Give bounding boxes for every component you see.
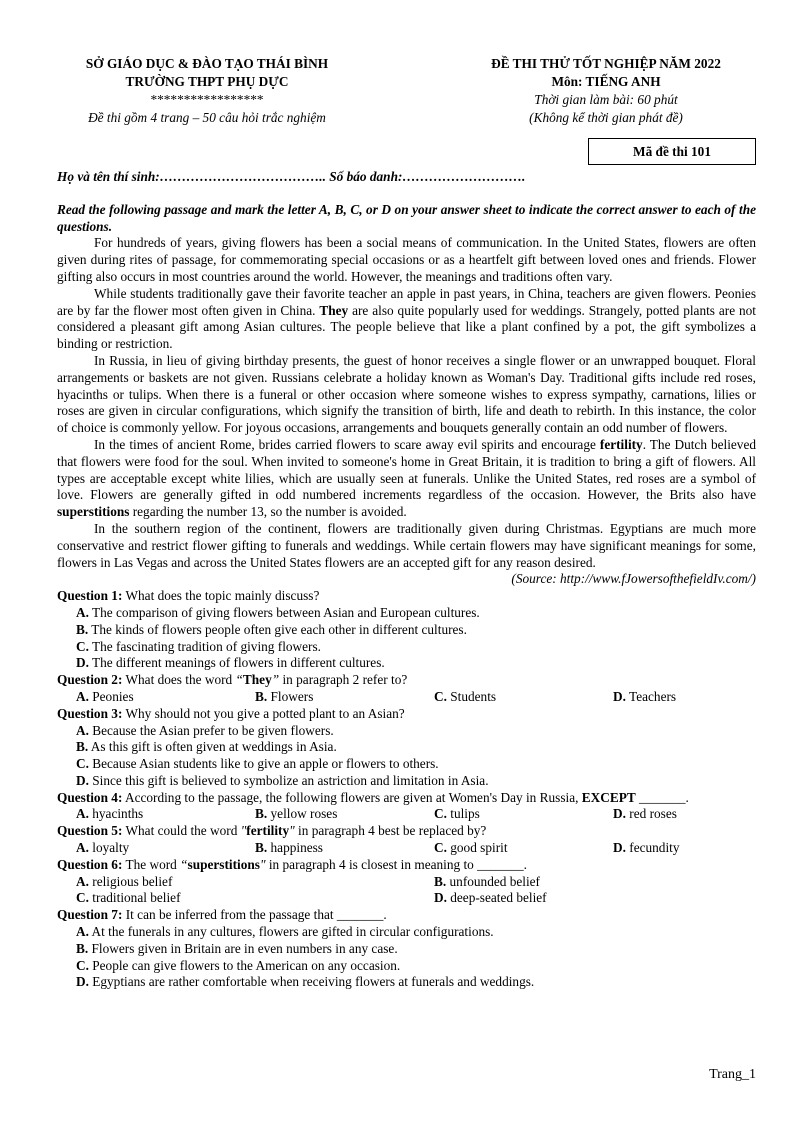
- option-letter: D.: [613, 840, 626, 856]
- question-label: Question 1:: [57, 588, 123, 604]
- option-text: Peonies: [88, 688, 134, 704]
- option-letter: B.: [76, 739, 89, 755]
- option-text: Egyptians are rather comfortable when receiving flowers at funerals and weddings.: [88, 974, 535, 990]
- except-word: EXCEPT: [581, 789, 636, 805]
- quote-mark: ": [289, 823, 295, 839]
- q5-option-d[interactable]: [613, 840, 775, 857]
- option-letter: A.: [76, 722, 89, 738]
- q6-options: [57, 874, 756, 908]
- option-text: The kinds of flowers people often give each other in different cultures.: [88, 621, 467, 637]
- question-text: Why should not you give a potted plant to an Asian?: [122, 705, 405, 721]
- q4-option-a[interactable]: [76, 806, 255, 823]
- reading-instruction: Read the following passage and mark the letter A, B, C, or D on your answer sheet to indicate the correct answer to each of the questions.: [57, 201, 756, 234]
- option-letter: A.: [76, 688, 89, 704]
- q2-option-b[interactable]: [255, 689, 434, 706]
- time-note: (Không kể thời gian phát đề): [529, 110, 683, 125]
- key-word: fertility: [246, 823, 290, 839]
- option-letter: D.: [76, 974, 89, 990]
- question-text: What does the topic mainly discuss?: [122, 588, 320, 604]
- exam-code-row: [57, 138, 756, 166]
- option-text: The fascinating tradition of giving flowers.: [88, 638, 321, 654]
- option-text: happiness: [267, 840, 323, 856]
- exam-header: [57, 55, 756, 127]
- q5-option-b[interactable]: [255, 840, 434, 857]
- question-label: Question 7:: [57, 907, 123, 923]
- question-text: in paragraph 4 best be replaced by?: [294, 823, 487, 839]
- q5-options: [57, 840, 756, 857]
- question-text: According to the passage, the following flowers are given at Women's Day in Russia,: [122, 789, 582, 805]
- department-name: SỞ GIÁO DỤC & ĐÀO TẠO THÁI BÌNH: [85, 56, 329, 71]
- option-letter: D.: [613, 688, 626, 704]
- question-label: Question 3:: [57, 705, 123, 721]
- option-letter: B.: [76, 621, 89, 637]
- passage-source: (Source: http://www.fJowersofthefieldIv.com/): [511, 571, 756, 587]
- option-text: good spirit: [446, 840, 508, 856]
- quote-mark: ": [240, 823, 247, 839]
- exam-page: [57, 55, 756, 991]
- question-6: [57, 857, 756, 874]
- option-text: loyalty: [88, 840, 130, 856]
- question-text: What does the word: [122, 672, 236, 688]
- option-letter: C.: [76, 957, 89, 973]
- option-text: red roses: [625, 806, 677, 822]
- option-text: The different meanings of flowers in different cultures.: [88, 655, 385, 671]
- option-text: Because Asian students like to give an apple or flowers to others.: [88, 756, 439, 772]
- option-text: Flowers given in Britain are in even numbers in any case.: [88, 940, 398, 956]
- exam-code-box: Mã đề thi 101: [588, 138, 756, 165]
- quote-mark: ": [259, 856, 266, 872]
- question-text: in paragraph 2 refer to?: [279, 672, 408, 688]
- option-text: As this gift is often given at weddings in Asia.: [88, 739, 337, 755]
- q6-option-d[interactable]: [434, 890, 775, 907]
- quote-mark: ”: [271, 672, 280, 688]
- option-text: Because the Asian prefer to be given flowers.: [88, 722, 334, 738]
- p2-text-b: are also quite popularly used for weddings. Strangely, potted plants are not considered a pleasant gift among Asian cultures. The people believe that like a plant confined by a pot, the gift symbolizes a binding or restriction.: [57, 302, 756, 352]
- p2-text-a: While students traditionally gave their favorite teacher an apple in past years, in China, teachers are given flowers. Peonies are by far the flower most often given in China.: [57, 285, 756, 318]
- exam-info: [456, 55, 756, 127]
- question-7: [57, 907, 756, 924]
- option-text: yellow roses: [267, 806, 338, 822]
- q2-option-a[interactable]: [76, 689, 255, 706]
- question-4: [57, 790, 756, 807]
- option-letter: A.: [76, 604, 89, 620]
- option-letter: B.: [255, 840, 268, 856]
- q5-option-c[interactable]: [434, 840, 613, 857]
- quote-mark: “: [235, 672, 243, 688]
- p4-text-a: In the times of ancient Rome, brides carried flowers to scare away evil spirits and encourage: [94, 436, 600, 452]
- q7-option-d[interactable]: [57, 974, 756, 991]
- q2-option-d[interactable]: [613, 689, 775, 706]
- option-letter: C.: [434, 688, 447, 704]
- q1-option-d[interactable]: [57, 655, 756, 672]
- time-limit: Thời gian làm bài: 60 phút: [534, 92, 678, 107]
- p4-text-b: . The Dutch believed that flowers were food for the soul. When invited to someone's home in Great Britain, it is tradition to bring a gift of flowers. All types are acceptable except white lilies, which are usually seen at funerals. Unlike the United States, red roses are a symbol of love. Flowers are generally gifted in odd numbered increments regardless of the occasion. However, the Brits also have: [57, 436, 756, 503]
- subject-name: Môn: TIẾNG ANH: [551, 74, 661, 89]
- passage-paragraph-1: For hundreds of years, giving flowers has been a social means of communication. In the United States, flowers are often given during rites of passage, for commemorating special occasions or as a heartfelt gift between loved ones and friends. Flower gifting also occurs in most countries around the world. However, the meanings and traditions often vary.: [57, 235, 756, 284]
- option-letter: C.: [434, 840, 447, 856]
- option-text: fecundity: [625, 840, 680, 856]
- question-text: It can be inferred from the passage that _______.: [122, 907, 387, 923]
- question-text: The word: [122, 856, 181, 872]
- q1-option-c[interactable]: [57, 639, 756, 656]
- quote-mark: “: [180, 856, 188, 872]
- option-letter: B.: [434, 873, 447, 889]
- question-text: in paragraph 4 is closest in meaning to _______.: [265, 856, 527, 872]
- option-text: traditional belief: [88, 890, 181, 906]
- option-text: deep-seated belief: [446, 890, 547, 906]
- school-name: TRƯỜNG THPT PHỤ DỰC: [125, 74, 289, 89]
- q4-option-d[interactable]: [613, 806, 775, 823]
- p4-bold-superstitions: superstitions: [57, 504, 130, 520]
- q4-option-b[interactable]: [255, 806, 434, 823]
- option-letter: B.: [76, 940, 89, 956]
- question-text: _______.: [635, 789, 689, 805]
- q7-option-b[interactable]: [57, 941, 756, 958]
- q5-option-a[interactable]: [76, 840, 255, 857]
- question-label: Question 4:: [57, 789, 123, 805]
- p2-bold-word: They: [319, 302, 349, 318]
- q1-option-a[interactable]: [57, 605, 756, 622]
- option-letter: B.: [255, 806, 268, 822]
- question-label: Question 6:: [57, 856, 123, 872]
- q3-option-d[interactable]: [57, 773, 756, 790]
- p4-text-c: regarding the number 13, so the number is avoided.: [129, 504, 407, 520]
- q2-options: [57, 689, 756, 706]
- option-text: unfounded belief: [446, 873, 540, 889]
- option-letter: C.: [76, 756, 89, 772]
- option-text: hyacinths: [88, 806, 144, 822]
- option-letter: A.: [76, 806, 89, 822]
- q1-option-b[interactable]: [57, 622, 756, 639]
- option-text: At the funerals in any cultures, flowers are gifted in circular configurations.: [88, 924, 494, 940]
- passage-paragraph-2: [57, 286, 756, 353]
- question-label: Question 5:: [57, 823, 123, 839]
- q7-option-c[interactable]: [57, 958, 756, 975]
- option-letter: A.: [76, 924, 89, 940]
- page-number: Trang_1: [709, 1067, 756, 1082]
- question-text: What could the word: [122, 823, 241, 839]
- option-letter: C.: [434, 806, 447, 822]
- option-text: Students: [446, 688, 497, 704]
- p4-bold-fertility: fertility: [599, 436, 643, 452]
- option-text: tulips: [446, 806, 480, 822]
- q2-option-c[interactable]: [434, 689, 613, 706]
- passage-paragraph-3: In Russia, in lieu of giving birthday presents, the guest of honor receives a single flower or an unwrapped bouquet. Floral arrangements or baskets are not given. Russians celebrate a holiday known as Woman's Day. Traditional gifts include red roses, hyacinths or tulips. When there is a funeral or other occasion where someone wishes to express sympathy, carnations, lilies or roses are given in circular configurations, which signify the transition of birth, life and death to rebirth. In this instance, the color of choice is commonly yellow. For joyous occasions, arrangements and bouquets generally contain an odd number of flowers.: [57, 352, 756, 436]
- option-letter: B.: [255, 688, 268, 704]
- q6-option-a[interactable]: [76, 874, 434, 891]
- option-letter: A.: [76, 873, 89, 889]
- q4-options: [57, 806, 756, 823]
- q7-option-a[interactable]: [57, 924, 756, 941]
- option-letter: D.: [76, 655, 89, 671]
- option-letter: C.: [76, 890, 89, 906]
- key-word: superstitions: [187, 856, 260, 872]
- option-letter: D.: [76, 772, 89, 788]
- stars-divider: *****************: [150, 92, 264, 107]
- page-count-note: Đề thi gồm 4 trang – 50 câu hỏi trắc nghiệm: [88, 110, 326, 125]
- passage-paragraph-5: In the southern region of the continent, flowers are traditionally given during Christmas. Egyptians are much more conservative and restrict flower gifting to funerals and weddings. While certain flowers may have significant meanings for some, flowers in Las Vegas and across the United States flowers are an accepted gift for any reason desired.: [57, 520, 756, 570]
- q3-option-c[interactable]: [57, 756, 756, 773]
- option-letter: C.: [76, 638, 89, 654]
- key-word: They: [242, 672, 272, 688]
- question-3: [57, 706, 756, 723]
- question-1: [57, 588, 756, 605]
- option-text: Since this gift is believed to symbolize an astriction and limitation in Asia.: [88, 772, 489, 788]
- school-info: [57, 55, 357, 127]
- option-letter: D.: [613, 806, 626, 822]
- exam-title: ĐỀ THI THỬ TỐT NGHIỆP NĂM 2022: [491, 56, 721, 71]
- option-letter: D.: [434, 890, 447, 906]
- question-5: [57, 823, 756, 840]
- passage-paragraph-4: [57, 437, 756, 521]
- option-letter: A.: [76, 840, 89, 856]
- q6-option-b[interactable]: [434, 874, 775, 891]
- option-text: religious belief: [88, 873, 173, 889]
- q6-option-c[interactable]: [76, 890, 434, 907]
- option-text: People can give flowers to the American on any occasion.: [88, 957, 401, 973]
- question-2: [57, 672, 756, 689]
- q3-option-b[interactable]: [57, 739, 756, 756]
- option-text: Flowers: [267, 688, 314, 704]
- option-text: The comparison of giving flowers between Asian and European cultures.: [88, 604, 480, 620]
- q4-option-c[interactable]: [434, 806, 613, 823]
- option-text: Teachers: [625, 688, 677, 704]
- question-label: Question 2:: [57, 672, 123, 688]
- q3-option-a[interactable]: [57, 723, 756, 740]
- candidate-info-line: Họ và tên thí sinh:……………………………….. Số báo danh:……………………….: [57, 169, 526, 184]
